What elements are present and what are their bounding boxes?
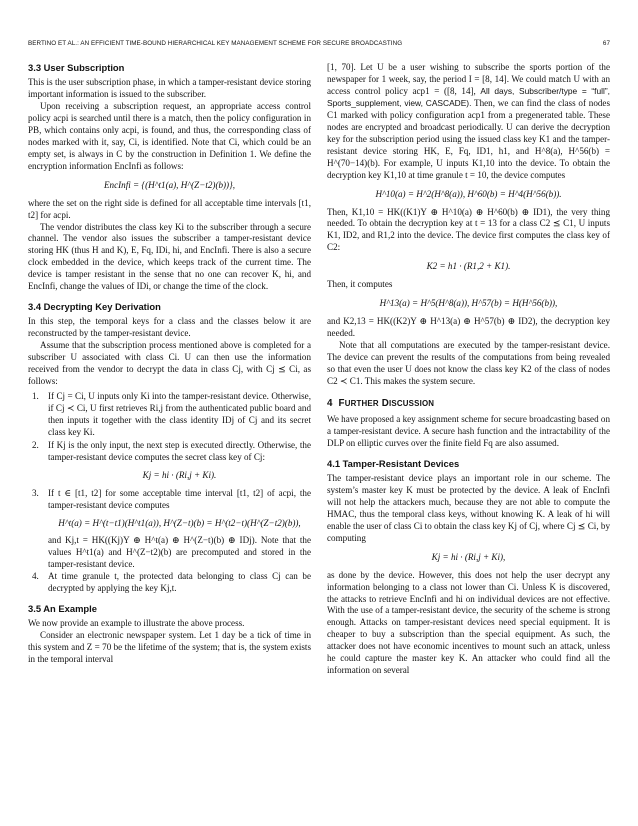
paragraph: The vendor distributes the class key Ki to the subscriber through a secure channel. The vendor also issues the subscriber a tamper-resistant device storing HK (thus H and K), E, Fq, IDi, hi, and EncInfi. There is also a secure clock embedded in the device, which keeps track of the current time. The device is tamper resistant in the sense that no one can recover K, hi, and EncInfi, change the values of IDi, or change the time of the clock.	[28, 221, 311, 292]
paragraph: where the set on the right side is defined for all acceptable time intervals [t1, t2] for acpi.	[28, 197, 311, 220]
running-title: BERTINO ET AL.: AN EFFICIENT TIME-BOUND HIERARCHICAL KEY MANAGEMENT SCHEME FOR SECURE BROADCASTING	[28, 40, 403, 47]
section-3-3-heading: 3.3 User Subscription	[28, 62, 125, 73]
page-number: 67	[602, 40, 610, 47]
list-item	[28, 571, 311, 595]
paragraph: and K2,13 = HK((K2)Y ⊕ H^13(a) ⊕ H^57(b) ⊕ ID2), the decryption key needed.	[327, 316, 610, 339]
paragraph: Note that all computations are executed by the tamper-resistant device. The device can prevent the results of the computations from being revealed so that even the user U does not know the class key K2 of the class of nodes C2 ≺ C1. This makes the system secure.	[327, 340, 610, 387]
step-text-body: If t ∈ [t1, t2] for some acceptable time interval [t1, t2] of acpi, the tamper-resistant device computes	[48, 487, 311, 510]
paragraph: We have proposed a key assignment scheme for secure broadcasting based on a tamper-resistant device. A secure hash function and the intractability of the DLP on elliptic curves over the finite field Fq are also assumed.	[327, 414, 610, 448]
section-4-heading	[327, 398, 610, 410]
step-text: If Cj = Ci, U inputs only Ki into the tamper-resistant device. Otherwise, if Cj ≺ Ci, U first retrieves Ri,j from the authenticated public board and then inputs it together with the class identity IDj of Cj and its secret class key Ki.	[48, 390, 311, 437]
equation-kj-repeat: Kj = hi · (Ri,j + Ki),	[431, 551, 506, 562]
paragraph: This is the user subscription phase, in which a tamper-resistant device storing important information is issued to the subscriber.	[28, 77, 311, 99]
section-3-5-heading: 3.5 An Example	[28, 603, 97, 615]
section-title-smallcaps: URTHER	[344, 399, 379, 409]
paragraph: Then, it computes	[327, 279, 393, 290]
paragraph: Assume that the subscription process mentioned above is completed for a subscriber U associated with class Ci. U can then use the information received from the vendor to decrypt the data in class Cj, with Cj ⪯ Ci, as follows:	[28, 340, 311, 387]
section-title-smallcaps: ISCUSSION	[389, 399, 435, 409]
step-number: 4.	[32, 571, 39, 582]
step-text	[48, 440, 311, 487]
paragraph	[327, 62, 610, 182]
paragraph: as done by the device. However, this does not help the user decrypt any information belonging to a class not lower than Ci. Unless K is discovered, the attacks to retrieve EncInfi and hi on individual devices are not effective. With the use of a tamper-resistant device, the security of the scheme is strong enough. Attacks on tamper-resistant devices need special equipment. It is cheaper to buy a subscription than the special equipment. As such, the attacker does not have economic incentives to mount such an attack, unless he could capture the master key K. An attacker who could find all the information on several	[327, 569, 610, 676]
paragraph: We now provide an example to illustrate the above process.	[28, 618, 245, 629]
section-3-4-heading: 3.4 Decrypting Key Derivation	[28, 301, 161, 313]
right-column	[327, 62, 610, 677]
running-header	[28, 40, 610, 47]
list-item	[28, 440, 311, 487]
step-text-continued: and Kj,t = HK((Kj)Y ⊕ H^t(a) ⊕ H^(Z−t)(b) ⊕ IDj). Note that the values H^t1(a) and H^(Z−t2)(b) are precomputed and stored in the tamper-resistant device.	[48, 534, 311, 569]
paragraph: In this step, the temporal keys for a class and the classes below it are reconstructed by the tamper-resistant device.	[28, 316, 311, 339]
equation-k2: K2 = h1 · (R1,2 + K1).	[426, 261, 511, 272]
example-text: [1, 70]. Let U be a user wishing to subscribe the sports portion of the newspaper for 1 week, say, the period I = [8, 14]. We could match U with an access control policy acp1 = ([8, 14],	[327, 62, 610, 96]
equation-encinf: EncInfi = {(H^t1(a), H^(Z−t2)(b))},	[103, 179, 235, 190]
section-4-1-heading: 4.1 Tamper-Resistant Devices	[327, 457, 460, 469]
paragraph: Upon receiving a subscription request, an appropriate access control policy acpi is searched until there is a match, then the policy configuration in PB, which contains only acpi, is found, and thus, the corresponding class of nodes marked with it, say, Ci, is identified. Note that Ci, which could be an empty set, is always in C by the construction in Definition 1. We define the encryption information EncInfi as follows:	[28, 100, 311, 171]
equation-ht: H^t(a) = H^(t−t1)(H^t1(a)), H^(Z−t)(b) = H^(t2−t)(H^(Z−t2)(b)),	[58, 517, 301, 528]
left-column	[28, 62, 311, 666]
list-item	[28, 488, 311, 571]
equation-kj: Kj = hi · (Ri,j + Ki).	[142, 469, 217, 480]
equation-h10: H^10(a) = H^2(H^8(a)), H^60(b) = H^4(H^56(b)).	[375, 188, 562, 199]
step-number: 2.	[32, 439, 39, 450]
section-title-cap: F	[338, 398, 345, 410]
step-number: 1.	[32, 390, 39, 401]
step-text: At time granule t, the protected data belonging to class Cj can be decrypted by applying the key Kj,t.	[48, 571, 311, 594]
paragraph: Consider an electronic newspaper system. Let 1 day be a tick of time in this system and Z = 70 be the lifetime of the system; that is, the system exists in the temporal interval	[28, 630, 311, 665]
step-text-body: If Kj is the only input, the next step is executed directly. Otherwise, the tamper-resistant device computes the secret class key of Cj:	[48, 439, 311, 462]
step-number: 3.	[32, 487, 39, 498]
list-item	[28, 391, 311, 439]
paragraph: Then, K1,10 = HK((K1)Y ⊕ H^10(a) ⊕ H^60(b) ⊕ ID1), the very thing needed. To obtain the decryption key at t = 13 for a class C2 ⪯ C1, U inputs K1, ID2, and R1,2 into the device. The device first computes the class key of C2:	[327, 206, 610, 253]
section-title-cap: D	[381, 398, 389, 410]
equation-h13: H^13(a) = H^5(H^8(a)), H^57(b) = H(H^56(b)),	[379, 298, 558, 309]
step-text	[48, 488, 311, 571]
paragraph: The tamper-resistant device plays an important role in our scheme. The system’s master key K must be protected by the device. A leak of EncInfi will not help the attackers much, because they are not able to compute the HMAC, thus the temporal class keys, without knowing K. A leak of hi will enable the user of class Ci to obtain the class key Kj of Cj, where Cj ⪯ Ci, by computing	[327, 472, 610, 543]
policy-text: All days, Subscriber/type = “full”, Sports_supplement, view, CASCADE).	[327, 85, 610, 108]
section-number: 4	[327, 398, 333, 410]
derivation-steps	[28, 391, 311, 595]
example-text-cont: Then, we can find the class of nodes C1 marked with policy configuration acp1 from a pregenerated table. These nodes are encrypted and broadcast periodically. U can derive the decryption key for the subscription period using the issued class key K1 and the tamper-resistant device storing HK, E, Fq, ID1, h1, and H^8(a), H^56(b) = H^(70−14)(b). For example, U inputs K1,10 into the device. To obtain the decryption key K1,10 at time granule t = 10, the device computes	[327, 97, 610, 180]
